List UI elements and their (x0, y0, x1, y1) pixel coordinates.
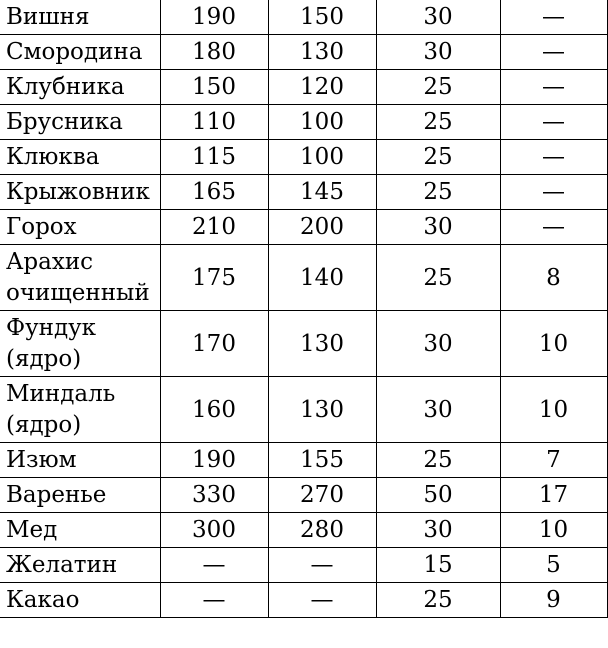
value-col-2: 270 (268, 478, 376, 513)
product-name: Крыжовник (0, 175, 160, 210)
value-col-2: 120 (268, 70, 376, 105)
value-col-2: 150 (268, 0, 376, 35)
value-col-1: — (160, 548, 268, 583)
value-col-1: 210 (160, 210, 268, 245)
value-col-4: 17 (500, 478, 607, 513)
value-col-4: 10 (500, 513, 607, 548)
product-name: Какао (0, 583, 160, 618)
table-row (0, 210, 607, 245)
product-name: Миндаль (ядро) (0, 377, 160, 443)
value-col-2: 145 (268, 175, 376, 210)
value-col-1: 160 (160, 377, 268, 443)
value-col-2: 130 (268, 311, 376, 377)
value-col-3: 25 (376, 175, 500, 210)
table-row (0, 35, 607, 70)
value-col-1: — (160, 583, 268, 618)
value-col-2: 155 (268, 443, 376, 478)
product-name: Клубника (0, 70, 160, 105)
value-col-1: 330 (160, 478, 268, 513)
value-col-4: — (500, 140, 607, 175)
product-name: Мед (0, 513, 160, 548)
value-col-3: 25 (376, 443, 500, 478)
value-col-1: 300 (160, 513, 268, 548)
value-col-3: 25 (376, 70, 500, 105)
table-row (0, 70, 607, 105)
value-col-3: 15 (376, 548, 500, 583)
value-col-2: 280 (268, 513, 376, 548)
value-col-4: 8 (500, 245, 607, 311)
table-row (0, 311, 607, 377)
value-col-2: — (268, 583, 376, 618)
value-col-1: 190 (160, 443, 268, 478)
table-row (0, 548, 607, 583)
table-row (0, 478, 607, 513)
value-col-1: 190 (160, 0, 268, 35)
product-name: Варенье (0, 478, 160, 513)
value-col-1: 170 (160, 311, 268, 377)
value-col-4: — (500, 210, 607, 245)
value-col-2: 130 (268, 35, 376, 70)
value-col-1: 180 (160, 35, 268, 70)
value-col-3: 30 (376, 210, 500, 245)
product-name: Вишня (0, 0, 160, 35)
value-col-1: 175 (160, 245, 268, 311)
product-name: Брусника (0, 105, 160, 140)
value-col-2: 200 (268, 210, 376, 245)
value-col-4: 7 (500, 443, 607, 478)
value-col-1: 165 (160, 175, 268, 210)
value-col-2: 100 (268, 140, 376, 175)
value-col-2: 130 (268, 377, 376, 443)
table-row (0, 245, 607, 311)
value-col-3: 30 (376, 513, 500, 548)
value-col-4: 10 (500, 311, 607, 377)
value-col-4: — (500, 175, 607, 210)
value-col-3: 30 (376, 0, 500, 35)
product-name: Изюм (0, 443, 160, 478)
table-row (0, 513, 607, 548)
value-col-1: 115 (160, 140, 268, 175)
table-row (0, 175, 607, 210)
value-col-3: 30 (376, 311, 500, 377)
table-row (0, 583, 607, 618)
value-col-3: 25 (376, 140, 500, 175)
table-row (0, 0, 607, 35)
value-col-4: 5 (500, 548, 607, 583)
product-name: Смородина (0, 35, 160, 70)
product-name: Клюква (0, 140, 160, 175)
table-row (0, 443, 607, 478)
table-row (0, 105, 607, 140)
value-col-2: 140 (268, 245, 376, 311)
value-col-3: 50 (376, 478, 500, 513)
table-row (0, 140, 607, 175)
value-col-4: — (500, 105, 607, 140)
product-name: Горох (0, 210, 160, 245)
value-col-3: 30 (376, 377, 500, 443)
product-name: Арахис очищенный (0, 245, 160, 311)
value-col-3: 25 (376, 245, 500, 311)
value-col-2: 100 (268, 105, 376, 140)
value-col-2: — (268, 548, 376, 583)
value-col-1: 150 (160, 70, 268, 105)
value-col-4: 10 (500, 377, 607, 443)
value-col-1: 110 (160, 105, 268, 140)
product-name: Фундук (ядро) (0, 311, 160, 377)
table-row (0, 377, 607, 443)
value-col-4: — (500, 35, 607, 70)
value-col-4: 9 (500, 583, 607, 618)
product-name: Желатин (0, 548, 160, 583)
value-col-3: 30 (376, 35, 500, 70)
value-col-4: — (500, 70, 607, 105)
value-col-3: 25 (376, 583, 500, 618)
value-col-3: 25 (376, 105, 500, 140)
value-col-4: — (500, 0, 607, 35)
